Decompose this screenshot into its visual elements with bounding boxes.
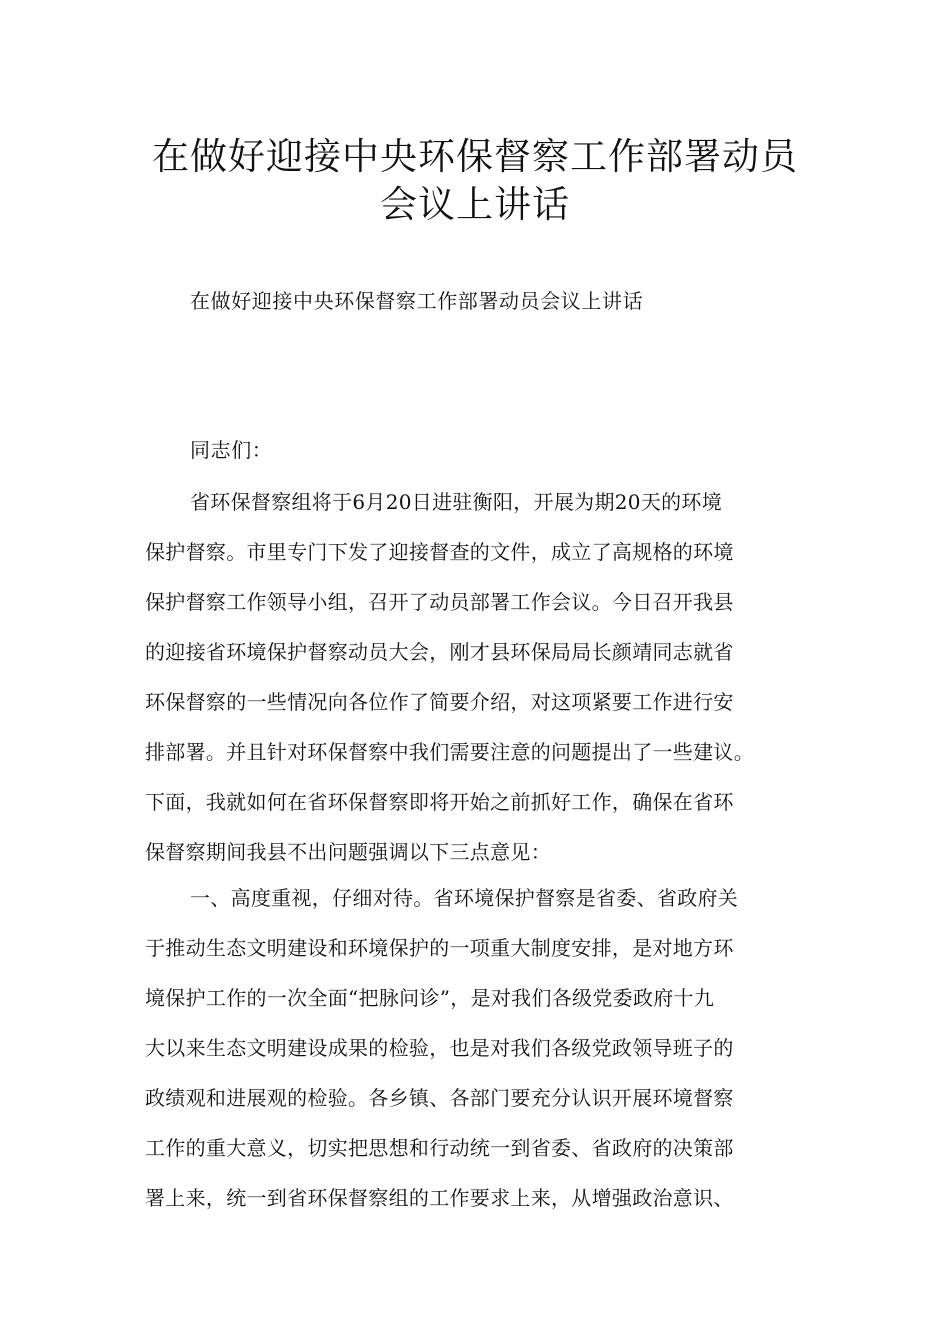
document-title-line-2: 会议上讲话	[380, 183, 570, 226]
paragraph-line: 一、高度重视，仔细对待。省环境保护督察是省委、省政府关	[190, 886, 739, 910]
paragraph-line: 保督察期间我县不出问题强调以下三点意见：	[145, 840, 551, 864]
document-subtitle: 在做好迎接中央环保督察工作部署动员会议上讲话	[190, 289, 644, 313]
paragraph-line: 署上来，统一到省环保督察组的工作要求上来，从增强政治意识、	[145, 1186, 734, 1210]
salutation: 同志们：	[190, 438, 273, 462]
paragraph-line: 境保护工作的一次全面“把脉问诊”，是对我们各级党委政府十九	[145, 986, 715, 1010]
paragraph-line: 政绩观和进展观的检验。各乡镇、各部门要充分认识开展环境督察	[145, 1086, 734, 1110]
paragraph-line: 排部署。并且针对环保督察中我们需要注意的问题提出了一些建议。	[145, 740, 754, 764]
paragraph-line: 保护督察工作领导小组，召开了动员部署工作会议。今日召开我县	[145, 590, 734, 614]
paragraph-line: 省环保督察组将于6月20日进驻衡阳，开展为期20天的环境	[190, 490, 723, 514]
paragraph-1	[145, 477, 825, 877]
paragraph-line: 于推动生态文明建设和环境保护的一项重大制度安排，是对地方环	[145, 936, 734, 960]
paragraph-line: 下面，我就如何在省环保督察即将开始之前抓好工作，确保在省环	[145, 790, 734, 814]
paragraph-2	[145, 873, 825, 1223]
paragraph-line: 的迎接省环境保护督察动员大会，刚才县环保局局长颜靖同志就省	[145, 640, 734, 664]
paragraph-line: 大以来生态文明建设成果的检验，也是对我们各级党政领导班子的	[145, 1036, 734, 1060]
paragraph-line: 保护督察。市里专门下发了迎接督查的文件，成立了高规格的环境	[145, 540, 734, 564]
document-title-line-1: 在做好迎接中央环保督察工作部署动员	[152, 135, 798, 178]
paragraph-line: 环保督察的一些情况向各位作了简要介绍，对这项紧要工作进行安	[145, 690, 734, 714]
paragraph-line: 工作的重大意义，切实把思想和行动统一到省委、省政府的决策部	[145, 1136, 734, 1160]
